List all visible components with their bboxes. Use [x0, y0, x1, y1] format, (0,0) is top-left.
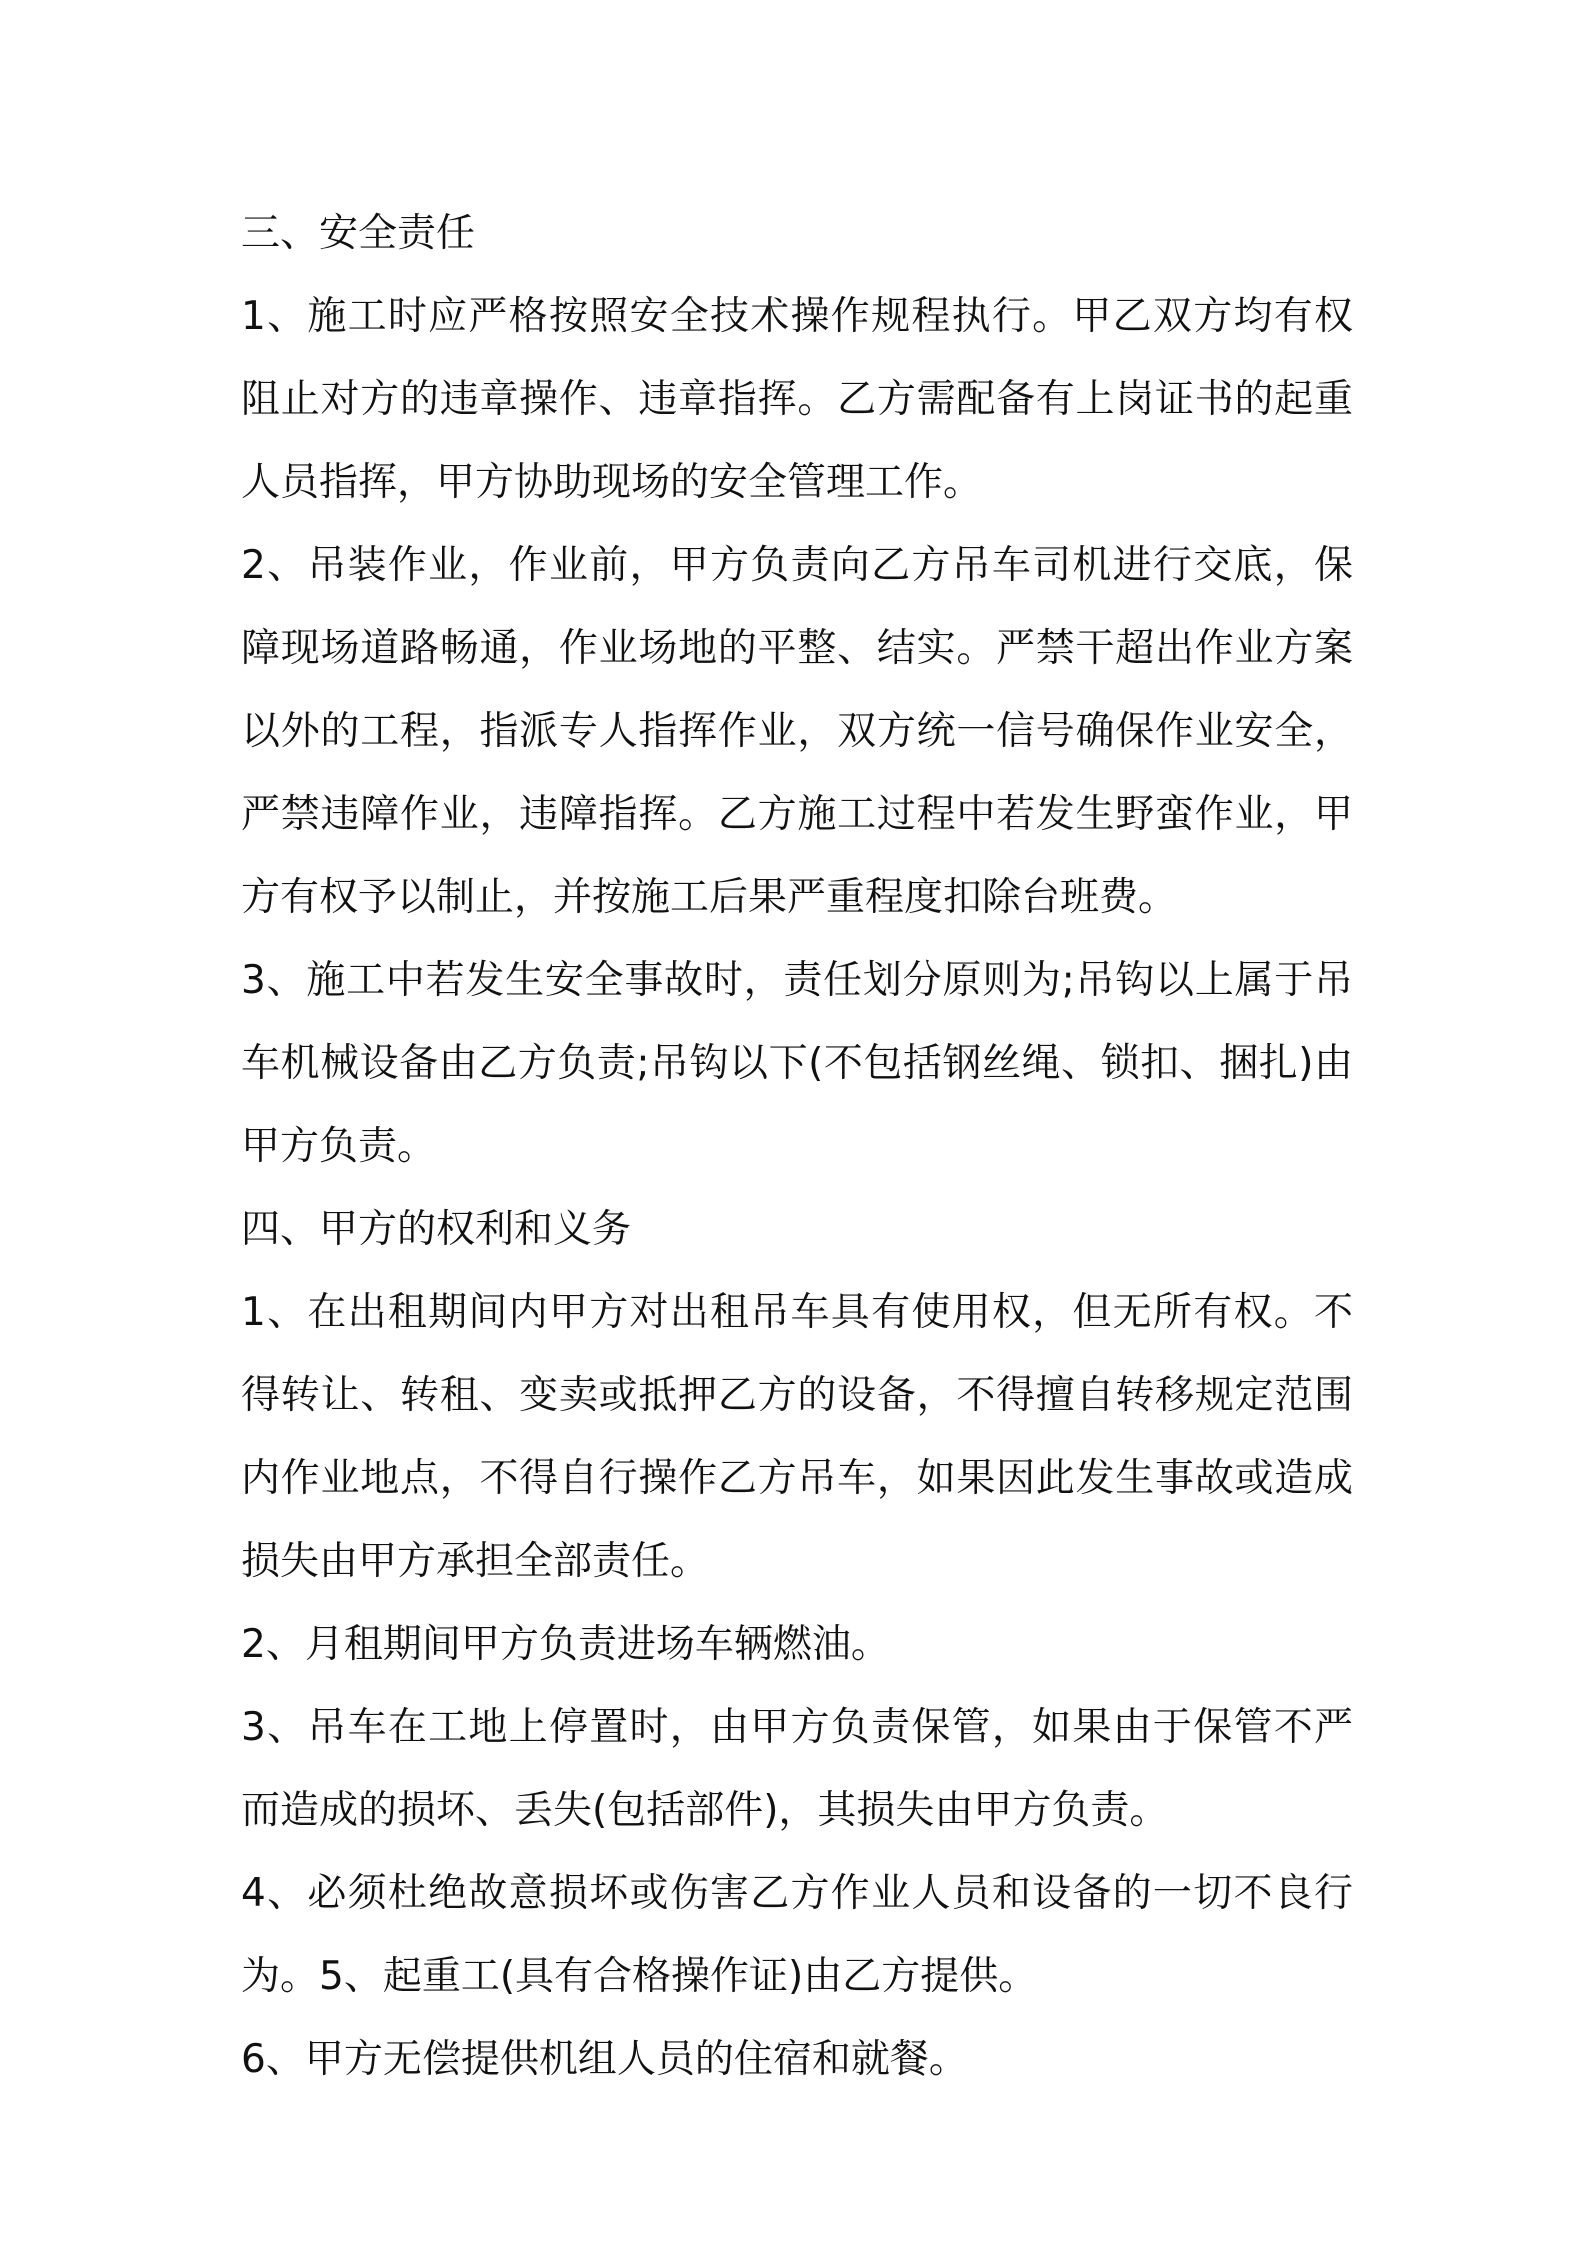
clause-party-a-1: 1、在出租期间内甲方对出租吊车具有使用权，但无所有权。不得转让、转租、变卖或抵押乙方的设备，不得擅自转移规定范围内作业地点，不得自行操作乙方吊车，如果因此发生事故或造成损失由甲方承担全部责任。 [241, 1290, 1353, 1584]
section-heading-party-a-rights: 四、甲方的权利和义务 [241, 1207, 632, 1252]
clause-safety-2: 2、吊装作业，作业前，甲方负责向乙方吊车司机进行交底，保障现场道路畅通，作业场地的平整、结实。严禁干超出作业方案以外的工程，指派专人指挥作业，双方统一信号确保作业安全，严禁违障作业，违障指挥。乙方施工过程中若发生野蛮作业，甲方有权予以制止，并按施工后果严重程度扣除台班费。 [241, 543, 1353, 920]
document-page [241, 192, 1353, 2101]
clause-party-a-3: 3、吊车在工地上停置时，由甲方负责保管，如果由于保管不严而造成的损坏、丢失(包括部件)，其损失由甲方负责。 [241, 1705, 1353, 1833]
clause-party-a-2: 2、月租期间甲方负责进场车辆燃油。 [241, 1622, 890, 1667]
clause-party-a-6: 6、甲方无偿提供机组人员的住宿和就餐。 [241, 2037, 968, 2082]
clause-safety-1: 1、施工时应严格按照安全技术操作规程执行。甲乙双方均有权阻止对方的违章操作、违章指挥。乙方需配备有上岗证书的起重人员指挥，甲方协助现场的安全管理工作。 [241, 294, 1353, 505]
section-heading-safety-responsibility: 三、安全责任 [241, 211, 476, 256]
clause-party-a-4-5: 4、必须杜绝故意损坏或伤害乙方作业人员和设备的一切不良行为。5、起重工(具有合格操作证)由乙方提供。 [241, 1871, 1353, 1999]
clause-safety-3: 3、施工中若发生安全事故时，责任划分原则为;吊钩以上属于吊车机械设备由乙方负责;吊钩以下(不包括钢丝绳、锁扣、捆扎)由甲方负责。 [241, 958, 1353, 1169]
